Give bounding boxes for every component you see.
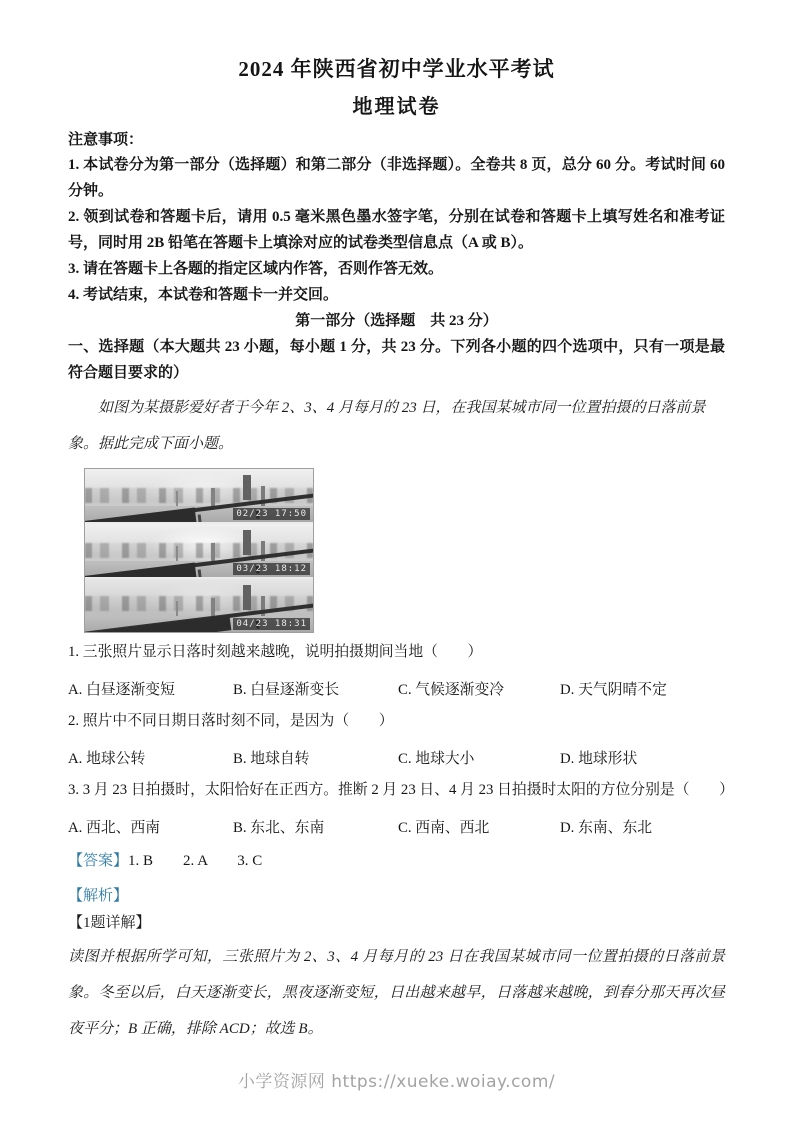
question-3-option-b: B. 东北、东南 [233,820,325,836]
photo-timestamp: 04/23 18:31 [233,618,310,630]
question-1-option-a: A. 白昼逐渐变短 [68,682,175,698]
question-passage: 如图为某摄影爱好者于今年 2、3、4 月每月的 23 日，在我国某城市同一位置拍摄的日落前景象。据此完成下面小题。 [68,400,706,452]
section-instruction: 一、选择题（本大题共 23 小题，每小题 1 分，共 23 分。下列各小题的四个选项中，只有一项是最符合题目要求的） [68,339,725,381]
answer-values: 1. B 2. A 3. C [128,853,263,869]
photo-tower [243,475,251,499]
question-2-option-a: A. 地球公转 [68,751,146,767]
question-1-option-c: C. 气候逐渐变冷 [398,682,505,698]
question-3-option-c: C. 西南、西北 [398,820,490,836]
question-3-stem: 3. 3 月 23 日拍摄时，太阳恰好在正西方。推断 2 月 23 日、4 月 23 日拍摄时太阳的方位分别是（ ） [68,782,734,798]
notice-item-1: 1. 本试卷分为第一部分（选择题）和第二部分（非选择题）。全卷共 8 页，总分 60 分。考试时间 60 分钟。 [68,157,725,199]
question-2-option-b: B. 地球自转 [233,751,310,767]
notice-item-2: 2. 领到试卷和答题卡后，请用 0.5 毫米黑色墨水签字笔，分别在试卷和答题卡上填写姓名和准考证号，同时用 2B 铅笔在答题卡上填涂对应的试卷类型信息点（A 或 B）。 [68,209,725,251]
question-1-option-d: D. 天气阴晴不定 [560,682,667,698]
question-1-options [68,677,725,703]
question-2-option-d: D. 地球形状 [560,751,638,767]
site-watermark-link[interactable]: 小学资源网 https://xueke.woiay.com/ [237,1072,556,1092]
question-1-stem: 1. 三张照片显示日落时刻越来越晚，说明拍摄期间当地（ ） [68,644,483,660]
notice-item-4: 4. 考试结束，本试卷和答题卡一并交回。 [68,287,339,303]
question-1-option-b: B. 白昼逐渐变长 [233,682,340,698]
detail-explanation: 读图并根据所学可知，三张照片为 2、3、4 月每月的 23 日在我国某城市同一位置拍摄的日落前景象。冬至以后，白天逐渐变长，黑夜逐渐变短，日出越来越早，日落越来越晚，到春分那天再次昼夜平分；B 正确，排除 ACD；故选 B。 [68,949,725,1037]
question-2-stem: 2. 照片中不同日期日落时刻不同，是因为（ ） [68,713,394,729]
part-one-header: 第一部分（选择题 共 23 分） [295,313,498,329]
analysis-line [68,883,725,909]
photo-tower [243,585,251,609]
question-3-option-a: A. 西北、西南 [68,820,161,836]
answer-line [68,848,725,874]
photo-tower [243,530,251,554]
question-2-options [68,746,725,772]
answer-label: 【答案】 [68,853,129,869]
document-subtitle: 地理试卷 [352,96,441,118]
notice-heading: 注意事项： [68,132,144,148]
question-2-option-c: C. 地球大小 [398,751,475,767]
photo-timestamp: 03/23 18:12 [233,563,310,575]
analysis-label: 【解析】 [68,888,129,904]
sunset-photo-april [85,577,313,632]
sunset-photo-march [85,522,313,577]
document-title: 2024 年陕西省初中学业水平考试 [238,57,555,81]
notice-item-3: 3. 请在答题卡上各题的指定区域内作答，否则作答无效。 [68,261,444,277]
question-3-option-d: D. 东南、东北 [560,820,653,836]
photo-timestamp: 02/23 17:50 [233,508,310,520]
sunset-photo-strip [84,468,314,633]
sunset-photo-february [85,469,313,522]
question-3-options [68,815,725,841]
detail-heading: 【1题详解】 [68,915,151,931]
